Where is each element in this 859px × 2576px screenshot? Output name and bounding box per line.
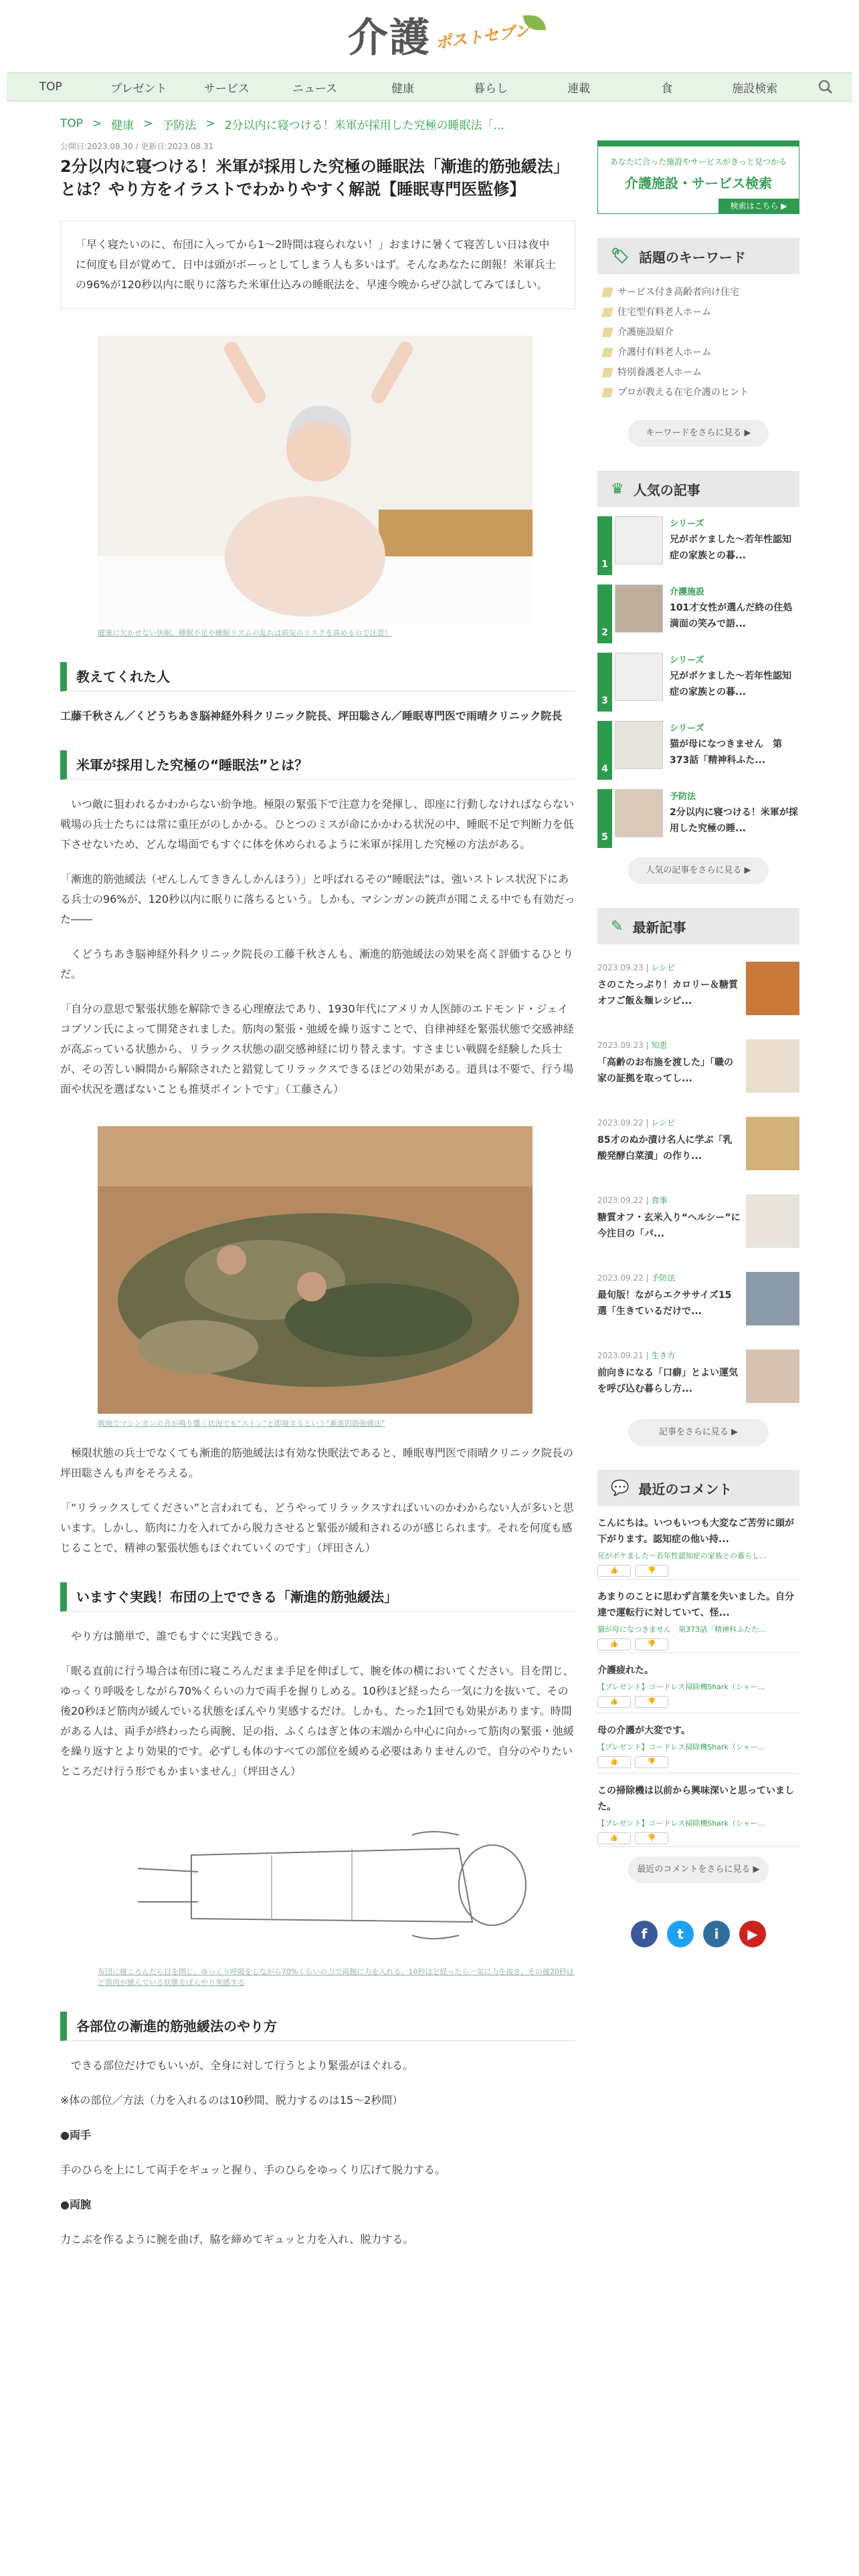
keyword-item[interactable]: 介護施設紹介 — [603, 322, 794, 342]
popular-category: シリーズ — [670, 655, 704, 665]
latest-item[interactable] — [597, 1194, 799, 1255]
nav-item-news[interactable]: ニュース — [292, 82, 338, 96]
breadcrumb-health[interactable]: 健康 — [111, 118, 134, 132]
soldiers-caption: 戦地でマシンガンの音が鳴り響く状況でも“ストン”と即寝するという“漸進的筋弛緩法” — [98, 1419, 385, 1428]
comment-likes — [597, 1638, 799, 1650]
subhead-arms: ●両腕 — [60, 2198, 91, 2211]
thumbs-up-icon[interactable]: 👍 — [597, 1832, 631, 1844]
popular-item[interactable] — [597, 789, 799, 848]
sidebar — [597, 140, 802, 1947]
illustration-caption: 布団に寝ころんだら目を閉じ、ゆっくり呼吸をしながら70%くらいの力で両腕に力を入れる。10秒ほど経ったら一気に力を抜き、その後20秒ほど筋肉が緩んでいる状態をぼんやり実感する — [98, 1967, 574, 1987]
comments-section-header — [597, 1470, 799, 1506]
heading-teachers: 教えてくれた人 — [60, 662, 575, 691]
keyword-item[interactable]: サービス付き高齢者向け住宅 — [603, 282, 794, 302]
popular-thumbnail — [615, 721, 663, 769]
comment-text: 母の介護が大変です。 — [597, 1725, 690, 1736]
nav-item-top[interactable]: TOP — [39, 80, 62, 94]
latest-item[interactable] — [597, 1350, 799, 1410]
article-title: 2分以内に寝つける！米軍が採用した究極の睡眠法「漸進的筋弛緩法」とは？やり方をイラストでわかりやすく解説【睡眠専門医監修】 — [60, 157, 569, 199]
thumbs-up-icon[interactable]: 👍 — [597, 1638, 631, 1650]
paragraph-9: できる部位だけでもいいが、全身に対して行うとより緊張がほぐれる。 — [71, 2059, 414, 2072]
rank-number: 3 — [597, 653, 612, 712]
popular-category: シリーズ — [670, 519, 704, 529]
latest-thumbnail — [746, 1272, 799, 1325]
site-logo[interactable] — [348, 8, 546, 62]
comment-item[interactable] — [597, 1506, 799, 1580]
popular-item[interactable] — [597, 721, 799, 780]
latest-category: 生き方 — [651, 1351, 676, 1360]
keyword-section — [597, 238, 799, 447]
banner-search-button[interactable]: 検索はこちら ▶ — [719, 199, 799, 213]
crown-icon: ♛ — [611, 480, 624, 498]
subhead-hands: ●両手 — [60, 2129, 91, 2141]
popular-category: 介護施設 — [670, 587, 705, 597]
latest-thumbnail — [746, 1194, 799, 1248]
nav-item-service[interactable]: サービス — [203, 82, 250, 96]
latest-date: 2023.09.22 — [597, 1196, 644, 1205]
latest-thumbnail — [746, 1039, 799, 1093]
paragraph-11: 手のひらを上にして両手をギュッと握り、手のひらをゆっくり広げて脱力する。 — [60, 2163, 446, 2176]
popular-section — [597, 471, 802, 884]
popular-title: 兄がボケました〜若年性認知症の家族との暮... — [670, 534, 791, 561]
teachers-text: 工藤千秋さん／くどうちあき脳神経外科クリニック院長、坪田聡さん／睡眠専門医で雨晴クリニック院長 — [60, 710, 563, 722]
latest-section-title: 最新記事 — [632, 919, 686, 936]
nav-item-facility[interactable]: 施設検索 — [732, 82, 778, 96]
twitter-icon[interactable]: t — [667, 1921, 694, 1947]
breadcrumb-top[interactable]: TOP — [60, 117, 84, 130]
hero-image — [98, 336, 533, 623]
illustration-image — [98, 1808, 533, 1962]
nav-item-present[interactable]: プレゼント — [110, 82, 167, 96]
breadcrumb-prevention[interactable]: 予防法 — [162, 118, 197, 132]
comment-likes — [597, 1565, 799, 1577]
latest-meta: 2023.09.21 | 生き方 — [597, 1351, 676, 1360]
popular-title: 兄がボケました〜若年性認知症の家族との暮... — [670, 671, 791, 697]
latest-thumbnail — [746, 1350, 799, 1403]
popular-item[interactable] — [597, 653, 799, 712]
speech-bubble-icon: 💬 — [611, 1479, 630, 1497]
comment-item[interactable] — [597, 1774, 799, 1847]
logo-sub-text: ポストセブン — [434, 20, 531, 53]
paragraph-8: 「眠る直前に行う場合は布団に寝ころんだまま手足を伸ばして、腕を体の横においてください。目を閉じ、ゆっくり呼吸をしながら70%くらいの力で両手を握りしめる。10秒ほど経ったら一気に力を抜いて、その後20秒ほど筋肉が緩んでいる状態をぼんやり実感するだけ。しかも、たった1回でも効果があります。時間がある人は、両手が終わったら両腕、足の指、ふくらはぎと体の末端から中心に向かって筋肉の緊張・弛緩を繰り返すとより効果的です。必ずしも体のすべての部位を緩める必要はありませんので、自分のやりたいところだけ行う形でもかまいません」（坪田さん） — [60, 1665, 574, 1778]
global-nav — [7, 72, 852, 102]
social-links — [597, 1921, 799, 1947]
comment-source[interactable]: 【プレゼント】コードレス掃除機Shark（シャー... — [597, 1683, 765, 1691]
popular-category: 予防法 — [670, 792, 696, 802]
thumbs-down-icon[interactable]: 👎 — [635, 1638, 668, 1650]
tag-icon: 🏷 — [611, 247, 630, 265]
latest-meta: 2023.09.22 | 食事 — [597, 1196, 668, 1205]
popular-more-button[interactable]: 人気の記事をさらに見る ▶ — [628, 857, 769, 884]
thumbs-up-icon[interactable]: 👍 — [597, 1756, 631, 1768]
popular-thumbnail — [615, 584, 663, 633]
comment-text: 介護疲れた。 — [597, 1665, 654, 1676]
paragraph-12: 力こぶを作るように腕を曲げ、脇を締めてギュッと力を入れ、脱力する。 — [60, 2233, 414, 2246]
pencil-icon: ✎ — [611, 918, 624, 935]
keyword-more-button[interactable]: キーワードをさらに見る ▶ — [628, 420, 769, 447]
thumbs-up-icon[interactable]: 👍 — [597, 1565, 631, 1577]
latest-date: 2023.09.22 — [597, 1273, 644, 1283]
comments-section-title: 最近のコメント — [638, 1481, 733, 1497]
comment-likes — [597, 1756, 799, 1768]
latest-item[interactable] — [597, 1039, 799, 1099]
heading-parts: 各部位の漸進的筋弛緩法のやり方 — [60, 2012, 575, 2041]
comments-section — [597, 1470, 799, 1883]
keyword-list — [597, 274, 799, 411]
comment-item[interactable] — [597, 1713, 799, 1774]
article-lead: 「早く寝たいのに、布団に入ってから1〜2時間は寝られない！」おまけに暑くて寝苦しい日は夜中に何度も目が覚めて、日中は頭がボーっとしてしまう人も多いはず。そんなあなたに朗報！米軍兵士の96%が120秒以内に眠りに落ちた米軍仕込みの睡眠法を、早速今晩からぜひ試してみてほしい。 — [60, 221, 575, 309]
keyword-section-title: 話題のキーワード — [638, 249, 746, 265]
comment-source[interactable]: 【プレゼント】コードレス掃除機Shark（シャー... — [597, 1743, 765, 1751]
comment-source[interactable]: 猫が母になつきません 第373話「精神科ふたた... — [597, 1625, 766, 1634]
paragraph-1: いつ敵に狙われるかわからない紛争地。極限の緊張下で注意力を発揮し、即座に行動しなければならない戦場の兵士たちには常に重圧がのしかかる。ひとつのミスが命にかかわる状況の中、睡眠不足で判断力を低下させないため、どんな場面でもすぐに体を休められるように米軍が採用した究極の方法がある。 — [60, 798, 575, 851]
comment-likes — [597, 1696, 799, 1708]
article-main — [60, 114, 575, 2250]
nav-item-food[interactable]: 食 — [661, 82, 673, 96]
latest-date: 2023.09.21 — [597, 1351, 644, 1360]
paragraph-3: くどうちあき脳神経外科クリニック院長の工藤千秋さんも、漸進的筋弛緩法の効果を高く評価するひとりだ。 — [60, 948, 574, 980]
paragraph-6: 「“リラックスしてください”と言われても、どうやってリラックスすればいいのかわからない人が多いと思います。しかし、筋肉に力を入れてから脱力させると緊張が緩和されるのが感じられます。それを何度も感じることで、精神の緊張状態もほぐれていくのです」（坪田さん） — [60, 1501, 574, 1554]
nav-item-life[interactable]: 暮らし — [474, 82, 508, 96]
comment-item[interactable] — [597, 1580, 799, 1653]
rank-number: 2 — [597, 584, 612, 643]
popular-category: シリーズ — [670, 724, 704, 734]
latest-item[interactable] — [597, 962, 799, 1022]
popular-section-header — [597, 471, 799, 507]
keyword-section-header — [597, 238, 799, 274]
popular-thumbnail — [615, 653, 663, 701]
latest-meta: 2023.09.23 | レシピ — [597, 963, 676, 972]
nav-item-health[interactable]: 健康 — [391, 82, 415, 96]
latest-category: レシピ — [651, 1118, 676, 1128]
comment-text: あまりのことに思わず言葉を失いました。自分達で運転行に対していて、怪... — [597, 1592, 794, 1618]
latest-thumbnail — [746, 1117, 799, 1170]
latest-item[interactable] — [597, 1117, 799, 1177]
thumbs-down-icon[interactable]: 👎 — [635, 1756, 668, 1768]
latest-category: レシピ — [651, 963, 676, 972]
breadcrumb — [60, 114, 575, 134]
hero-caption: 健康に欠かせない快眠。睡眠不足や睡眠リズムの乱れは病気のリスクを高めるので注意！ — [98, 629, 392, 637]
popular-title: 2分以内に寝つける！米軍が採用した究極の睡... — [670, 807, 798, 834]
latest-date: 2023.09.22 — [597, 1118, 644, 1128]
comment-item[interactable] — [597, 1653, 799, 1713]
latest-section — [597, 908, 799, 1446]
latest-item[interactable] — [597, 1272, 799, 1332]
thumbs-down-icon[interactable]: 👎 — [635, 1565, 668, 1577]
comments-more-button[interactable]: 最近のコメントをさらに見る ▶ — [628, 1856, 769, 1883]
popular-title: 101才女性が選んだ終の住処 満面の笑みで語... — [670, 603, 802, 629]
thumbs-up-icon[interactable]: 👍 — [597, 1696, 631, 1708]
rank-number: 5 — [597, 789, 612, 848]
latest-title: 85才のぬか漬け名人に学ぶ「乳酸発酵白菜漬」の作り... — [597, 1135, 733, 1162]
youtube-icon[interactable]: ▶ — [739, 1921, 766, 1947]
latest-date: 2023.09.23 — [597, 963, 644, 972]
popular-title: 猫が母になつきません 第373話「精神科ふた... — [670, 739, 782, 766]
latest-date: 2023.09.23 — [597, 1041, 644, 1050]
paragraph-4: 「自分の意思で緊張状態を解除できる心理療法であり、1930年代にアメリカ人医師のエドモンド・ジェイコブソン氏によって開発されました。筋肉の緊張・弛緩を繰り返すことで、自律神経を緊張状態で交感神経が高ぶっている状態から、リラックス状態の副交感神経に切り替えます。すさまじい戦闘を経験した兵士が、その苦しい瞬間から解除されたと錯覚してリラックスできるほどの効果がある。道具は不要で、行う場面や状況を選ばないことも推奨ポイントです」（工藤さん） — [60, 1002, 574, 1095]
keyword-item[interactable]: 介護付有料老人ホーム — [603, 342, 794, 362]
rank-number: 1 — [597, 516, 612, 575]
popular-thumbnail — [615, 516, 663, 564]
paragraph-7: やり方は簡単で、誰でもすぐに実践できる。 — [71, 1630, 285, 1642]
popular-item[interactable] — [597, 516, 799, 575]
chevron-right-icon: > — [92, 117, 102, 130]
latest-meta: 2023.09.23 | 知恵 — [597, 1041, 668, 1050]
latest-title: 前向きになる「口癖」とよい運気を呼び込む暮らし方... — [597, 1368, 738, 1394]
latest-meta: 2023.09.22 | 予防法 — [597, 1273, 676, 1283]
banner-sub-text: あなたに合った施設やサービスがきっと見つかる — [609, 157, 787, 167]
keyword-item[interactable]: 特別養護老人ホーム — [603, 362, 794, 383]
article-dates: 公開日:2023.08.30 / 更新日:2023.08.31 — [60, 142, 214, 151]
latest-title: さのこたっぷり！カロリー＆糖質オフご飯＆麺レシピ... — [597, 980, 738, 1006]
thumbs-down-icon[interactable]: 👎 — [635, 1832, 668, 1844]
banner-top-bar — [598, 141, 799, 146]
keyword-item[interactable]: プロが教える在宅介護のヒント — [603, 383, 794, 403]
soldiers-image — [98, 1126, 533, 1414]
comment-text: この掃除機は以前から興味深いと思っていました。 — [597, 1786, 794, 1812]
paragraph-10: ※体の部位／方法（力を入れるのは10秒間、脱力するのは15〜2秒間） — [60, 2094, 403, 2107]
nav-item-series[interactable]: 連載 — [567, 82, 591, 96]
comment-text: こんにちは。いつもいつも大変なご苦労に頭が下がります。認知症の他い持... — [597, 1518, 794, 1545]
chevron-right-icon: > — [205, 117, 215, 130]
latest-more-button[interactable]: 記事をさらに見る ▶ — [628, 1419, 769, 1446]
paragraph-5: 極限状態の兵士でなくても漸進的筋弛緩法は有効な快眠法であると、睡眠専門医で雨晴クリニック院長の坪田聡さんも声をそろえる。 — [60, 1446, 574, 1479]
latest-category: 予防法 — [651, 1273, 676, 1283]
popular-section-title: 人気の記事 — [633, 481, 700, 498]
popular-item[interactable] — [597, 584, 802, 643]
heading-what: 米軍が採用した究極の“睡眠法”とは？ — [60, 750, 575, 780]
latest-thumbnail — [746, 962, 799, 1015]
comment-likes — [597, 1832, 799, 1844]
comment-source[interactable]: 【プレゼント】コードレス掃除機Shark（シャー... — [597, 1819, 765, 1828]
chevron-right-icon: > — [143, 117, 153, 130]
latest-category: 知恵 — [651, 1041, 668, 1050]
latest-meta: 2023.09.22 | レシピ — [597, 1118, 676, 1128]
paragraph-2: 「漸進的筋弛緩法（ぜんしんてききんしかんほう）」と呼ばれるその“睡眠法”は、強いストレス状況下にある兵士の96%が、120秒以内に眠りに落ちるという。しかも、マシンガンの銃声が聞こえる中でも有効だった―― — [60, 873, 575, 926]
thumbs-down-icon[interactable]: 👎 — [635, 1696, 668, 1708]
popular-thumbnail — [615, 789, 663, 837]
latest-title: 糖質オフ・玄米入り“ヘルシー”に今注目の「パ... — [597, 1212, 741, 1239]
latest-category: 食事 — [651, 1196, 668, 1205]
site-header — [0, 0, 859, 72]
keyword-item[interactable]: 住宅型有料老人ホーム — [603, 302, 794, 322]
comment-source[interactable]: 兄がボケました〜若年性認知症の家族との暮らし... — [597, 1551, 767, 1560]
breadcrumb-current: 2分以内に寝つける！米軍が採用した究極の睡眠法「... — [224, 118, 504, 132]
rank-number: 4 — [597, 721, 612, 780]
search-icon[interactable] — [799, 80, 852, 94]
banner-main-text: 介護施設・サービス検索 — [625, 175, 772, 191]
latest-title: 「高齢のお布施を渡した」「職の家の証拠を取ってし... — [597, 1057, 733, 1084]
latest-section-header — [597, 908, 799, 944]
latest-title: 最旬版！ながらエクササイズ15選「生きているだけで... — [597, 1290, 732, 1317]
logo-main-text: 介護 — [348, 15, 431, 62]
facility-search-banner[interactable] — [597, 140, 799, 214]
facebook-icon[interactable]: f — [631, 1921, 658, 1947]
heading-practice: いますぐ実践！布団の上でできる「漸進的筋弛緩法」 — [60, 1582, 575, 1612]
instagram-icon[interactable]: i — [703, 1921, 730, 1947]
